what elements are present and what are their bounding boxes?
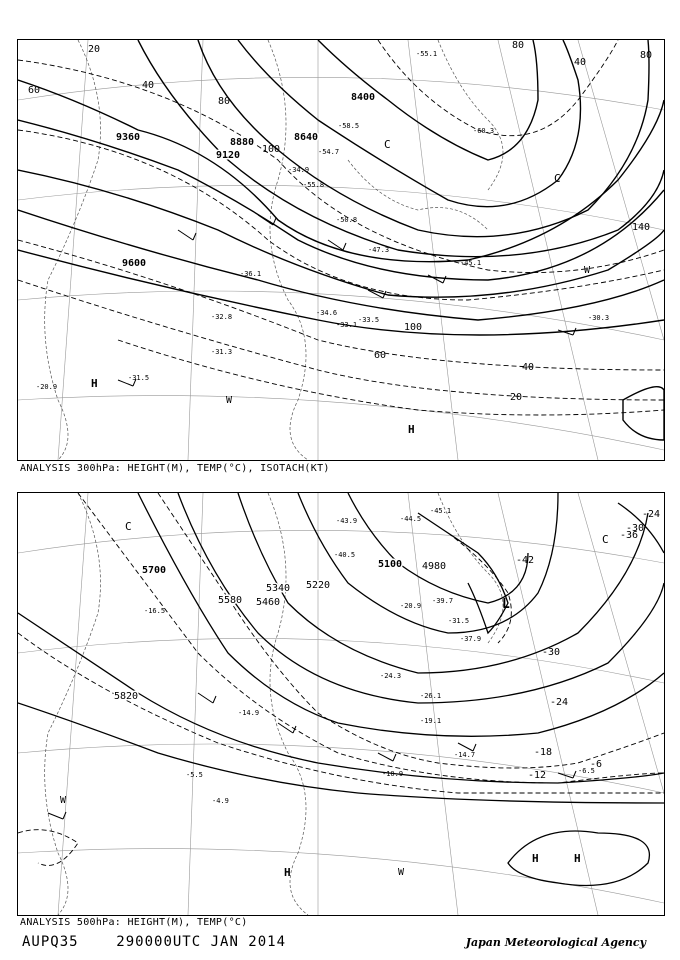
analysis-time: 290000UTC JAN 2014	[116, 934, 287, 950]
center-label: H	[408, 423, 415, 436]
isotherm-label: -30	[542, 647, 561, 658]
height-label: 5460	[256, 597, 281, 608]
temp-label: -33.5	[358, 316, 380, 324]
coastlines	[45, 40, 503, 460]
isotherm-label: -24	[642, 509, 661, 520]
isotach-label: 40	[142, 80, 155, 91]
isotherm-label: -6	[590, 759, 603, 770]
height-label: 5100	[378, 559, 403, 570]
isotach-label: 80	[218, 96, 231, 107]
temp-label: -36.1	[240, 270, 262, 278]
temp-label: -33.1	[336, 321, 358, 329]
map-500hpa	[17, 492, 665, 916]
isotherm-label: -12	[528, 770, 547, 781]
obs-label: -45.1	[430, 507, 452, 515]
isotherm-labels	[516, 509, 660, 781]
center-label: H	[574, 852, 581, 865]
height-label: 5220	[306, 580, 331, 591]
center-label: C	[602, 533, 609, 546]
center-label: W	[398, 867, 405, 878]
obs-label: -16.5	[144, 607, 166, 615]
height-label: 5580	[218, 595, 243, 606]
temp-label: -60.3	[473, 127, 495, 135]
obs-label: -10.9	[382, 770, 404, 778]
isotherm-label: -42	[516, 555, 535, 566]
obs-label: -37.9	[460, 635, 482, 643]
height-labels	[114, 559, 446, 702]
isotherm-lines	[18, 493, 664, 866]
height-label: 5700	[142, 565, 167, 576]
caption-500hpa: ANALYSIS 500hPa: HEIGHT(M), TEMP(°C)	[20, 917, 248, 928]
obs-label: -26.1	[420, 692, 442, 700]
isotherm-label: -18	[534, 747, 553, 758]
temp-label: -30.3	[588, 314, 610, 322]
isotach-label: 40	[522, 362, 535, 373]
temp-label: -58.5	[338, 122, 360, 130]
height-label: 4980	[422, 561, 447, 572]
coastlines	[45, 493, 503, 915]
center-label: C	[554, 172, 561, 185]
isotach-label: 80	[640, 50, 653, 61]
obs-label: -4.9	[212, 797, 229, 805]
temp-label: -20.9	[36, 383, 58, 391]
isotach-label: 100	[262, 144, 281, 155]
obs-label: -5.5	[186, 771, 203, 779]
map-300hpa	[17, 39, 665, 461]
obs-label: -24.3	[380, 672, 402, 680]
isotach-label: 80	[512, 40, 525, 51]
temp-label: -34.9	[288, 166, 310, 174]
center-label: L	[502, 597, 510, 612]
temp-label: -54.7	[318, 148, 340, 156]
center-label: H	[91, 377, 98, 390]
center-label: W	[226, 395, 233, 406]
product-id-line	[22, 934, 286, 950]
height-label: 8640	[294, 132, 319, 143]
center-label: W	[60, 795, 67, 806]
height-label: 8880	[230, 137, 255, 148]
center-label: H	[532, 852, 539, 865]
height-label: 5340	[266, 583, 291, 594]
temp-label: -47.3	[368, 246, 390, 254]
obs-label: -14.7	[454, 751, 476, 759]
obs-label: -14.9	[238, 709, 260, 717]
center-label: W	[584, 265, 591, 276]
height-label: 9600	[122, 258, 147, 269]
temp-label: -31.5	[128, 374, 150, 382]
map-500hpa-chart	[18, 493, 664, 915]
height-label: 5820	[114, 691, 139, 702]
temp-label: -45.1	[460, 259, 482, 267]
map-300hpa-chart	[18, 40, 664, 460]
center-label: H	[284, 866, 291, 879]
temp-label: -50.8	[336, 216, 358, 224]
isotach-label: 60	[28, 85, 41, 96]
temp-label: -55.8	[303, 181, 325, 189]
temp-label: -31.3	[211, 348, 233, 356]
isotach-lines	[18, 40, 664, 415]
center-label: C	[384, 138, 391, 151]
obs-label: -40.5	[334, 551, 356, 559]
temp-label: -55.1	[416, 50, 438, 58]
product-id: AUPQ35	[22, 934, 79, 950]
height-label: 9360	[116, 132, 141, 143]
isotach-label: 40	[574, 57, 587, 68]
wind-barbs	[118, 215, 576, 386]
obs-label: -31.5	[448, 617, 470, 625]
height-label: 9120	[216, 150, 241, 161]
isotherm-label: -24	[550, 697, 569, 708]
caption-300hpa: ANALYSIS 300hPa: HEIGHT(M), TEMP(°C), ISOTACH(KT)	[20, 463, 330, 474]
isotherm-label: -30	[626, 523, 645, 534]
isotach-label: 60	[374, 350, 387, 361]
isotach-label: 140	[632, 222, 651, 233]
temp-label: -32.8	[211, 313, 233, 321]
obs-label: -44.5	[400, 515, 422, 523]
obs-label: -39.7	[432, 597, 454, 605]
isotach-label: 20	[510, 392, 523, 403]
obs-label: -20.9	[400, 602, 422, 610]
height-contours	[18, 40, 664, 440]
obs-label: -19.1	[420, 717, 442, 725]
temp-label: -34.6	[316, 309, 338, 317]
isotach-label: 100	[404, 322, 423, 333]
isotherm-label: -36	[620, 530, 639, 541]
obs-label: -6.5	[578, 767, 595, 775]
isotach-label: 20	[88, 44, 101, 55]
agency-name: Japan Meteorological Agency	[465, 936, 646, 949]
center-label: C	[125, 520, 132, 533]
height-label: 8400	[351, 92, 376, 103]
obs-label: -43.9	[336, 517, 358, 525]
